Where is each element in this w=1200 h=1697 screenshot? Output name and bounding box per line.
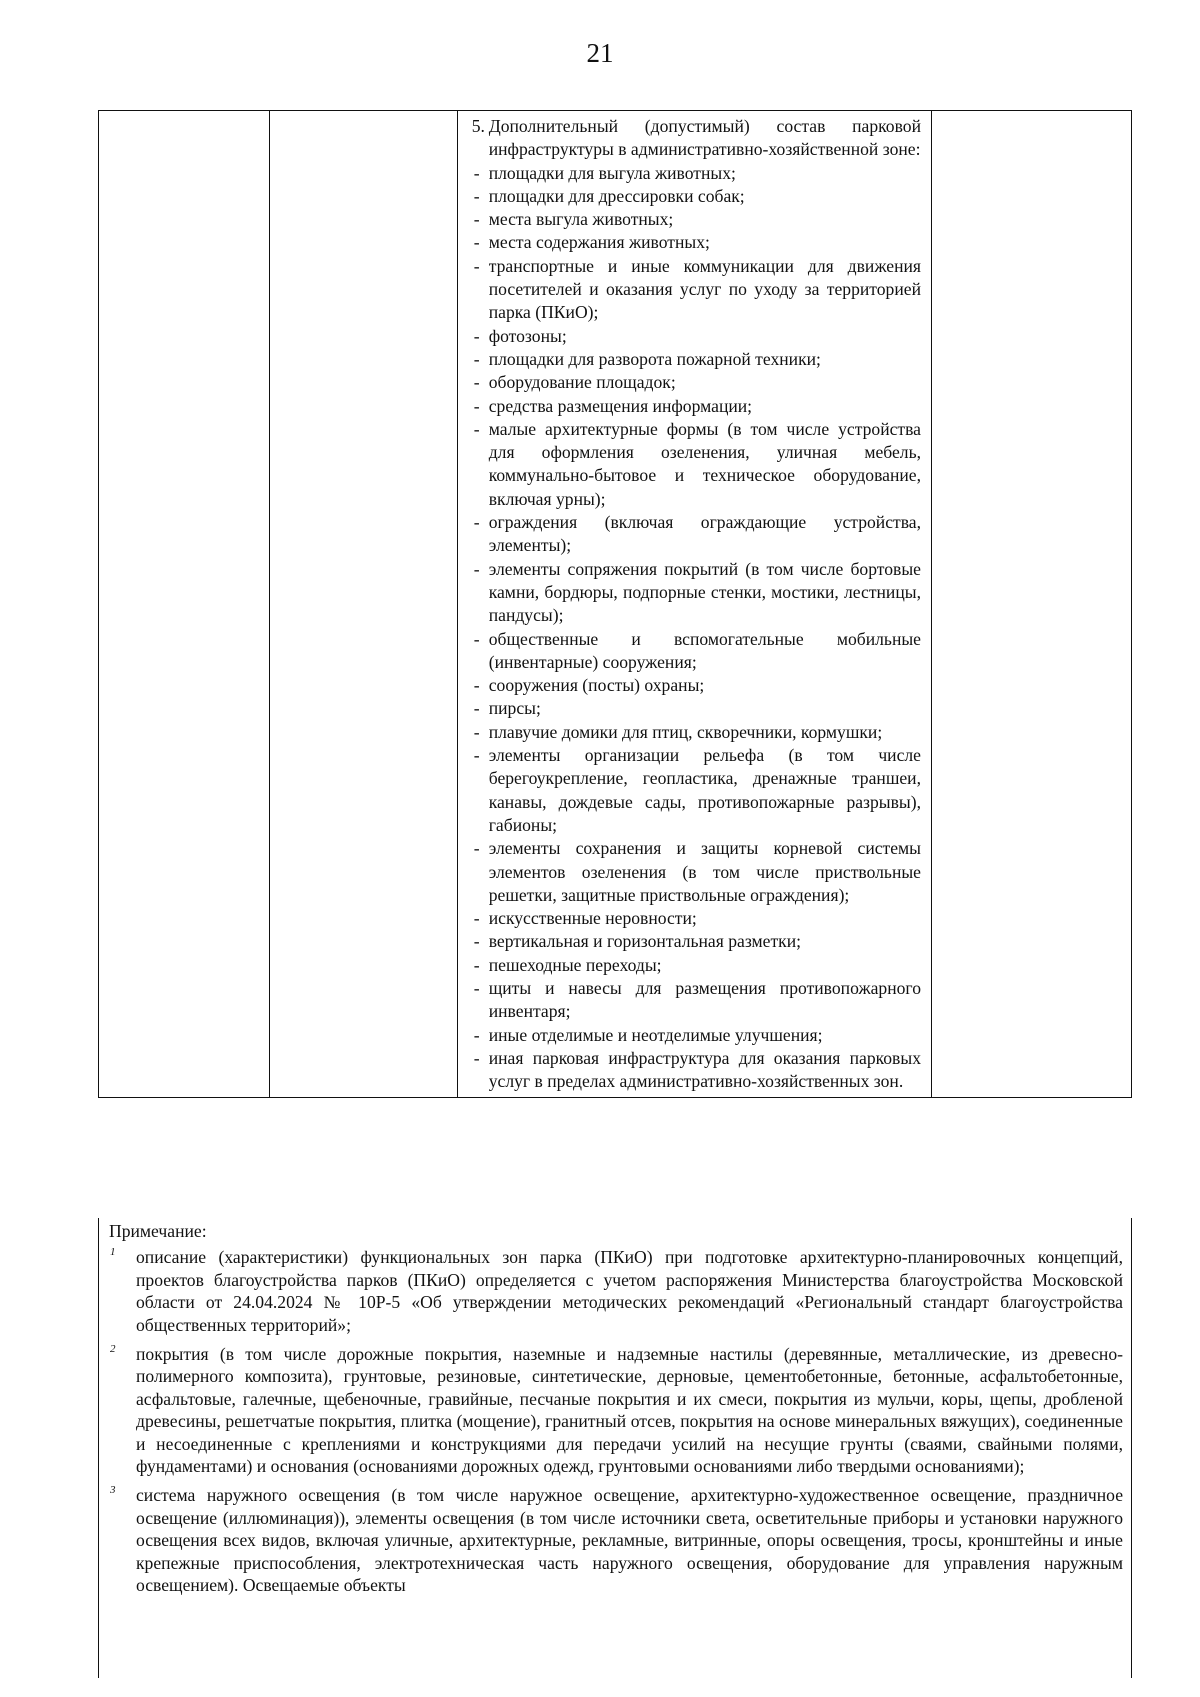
list-item-marker: -	[473, 372, 480, 393]
list-item	[472, 325, 921, 348]
list-item-marker: -	[473, 675, 480, 696]
list-item-text: искусственные неровности;	[488, 908, 697, 929]
list-item-text: оборудование площадок;	[488, 372, 676, 393]
list-item-marker: -	[473, 558, 480, 579]
list-item	[472, 954, 921, 977]
footnote	[99, 1484, 1131, 1596]
list-item	[472, 1047, 921, 1094]
list-item	[472, 162, 921, 185]
list-item-text: средства размещения информации;	[488, 395, 753, 416]
list-item-text: пирсы;	[488, 698, 541, 719]
section-heading	[472, 115, 921, 162]
list-item-marker: -	[473, 838, 480, 859]
list-item	[472, 511, 921, 558]
notes-section	[98, 1218, 1132, 1678]
list-item-text: транспортные и иные коммуникации для движения посетителей и оказания услуг по уходу за территорией парка (ПКиО);	[488, 255, 921, 323]
table-cell-empty-4	[932, 111, 1132, 1098]
table-row	[99, 111, 1132, 1098]
list-item-text: вертикальная и горизонтальная разметки;	[488, 931, 801, 952]
list-item	[472, 418, 921, 511]
notes-title: Примечание:	[109, 1221, 207, 1241]
list-item	[472, 977, 921, 1024]
list-item	[472, 744, 921, 837]
list-item-text: места содержания животных;	[488, 232, 710, 253]
list-item-marker: -	[473, 255, 480, 276]
list-item-text: иная парковая инфраструктура для оказания парковых услуг в пределах административно-хозяйственных зон.	[488, 1047, 921, 1092]
footnote-marker: 1	[110, 1246, 116, 1259]
list-item-text: фотозоны;	[488, 325, 567, 346]
list-item	[472, 697, 921, 720]
page-number: 21	[586, 38, 614, 68]
list-item-marker: -	[473, 209, 480, 230]
list-item-marker: -	[473, 931, 480, 952]
list-item-marker: -	[473, 1024, 480, 1045]
list-item	[472, 558, 921, 628]
footnote	[99, 1246, 1131, 1336]
list-item-marker: -	[473, 954, 480, 975]
list-item	[472, 674, 921, 697]
footnote-marker: 2	[110, 1343, 116, 1356]
notes-list	[99, 1246, 1131, 1596]
list-item-marker: -	[473, 232, 480, 253]
list-item-text: малые архитектурные формы (в том числе устройства для оформления озеленения, уличная мебель, коммунально-бытовое и техническое оборудование, включая урны);	[488, 418, 921, 509]
footnote-marker: 3	[110, 1484, 116, 1497]
list-item	[472, 185, 921, 208]
list-item-marker: -	[473, 512, 480, 533]
footnote-text: система наружного освещения (в том числе наружное освещение, архитектурно-художественное освещение, праздничное освещение (иллюминация)), элементы освещения (в том числе источники света, осветительные приборы и установки наружного освещения всех видов, включая уличные, архитектурные, рекламные, витринные, опоры освещения, тросы, кронштейны и иные крепежные приспособления, электротехническая часть наружного освещения, оборудование для управления наружным освещением). Освещаемые объекты	[136, 1485, 1123, 1596]
list-item-text: элементы сопряжения покрытий (в том числе бортовые камни, бордюры, подпорные стенки, мостики, лестницы, пандусы);	[488, 558, 921, 626]
list-item-marker: -	[473, 1047, 480, 1068]
table-cell-content	[457, 111, 931, 1098]
list-item-text: щиты и навесы для размещения противопожарного инвентаря;	[488, 977, 921, 1022]
list-item	[472, 930, 921, 953]
list-item-text: площадки для дрессировки собак;	[488, 185, 745, 206]
list-item-marker: -	[473, 698, 480, 719]
list-item-marker: -	[473, 325, 480, 346]
list-item-marker: -	[473, 185, 480, 206]
list-item	[472, 1024, 921, 1047]
list-item	[472, 837, 921, 907]
list-item-marker: -	[473, 721, 480, 742]
list-item-marker: -	[473, 628, 480, 649]
list-item	[472, 348, 921, 371]
list-item-text: элементы организации рельефа (в том числе берегоукрепление, геопластика, дренажные траншеи, канавы, дождевые сады, противопожарные разрывы), габионы;	[488, 745, 921, 835]
list-item-text: площадки для разворота пожарной техники;	[488, 348, 821, 369]
footnote-text: описание (характеристики) функциональных зон парка (ПКиО) при подготовке архитектурно-планировочных концепций, проектов благоустройства парков (ПКиО) определяется с учетом распоряжения Министерства благоустройства Московской области от 24.04.2024 № 10Р-5 «Об утверждении методических рекомендаций «Региональный стандарт благоустройства общественных территорий»;	[136, 1247, 1123, 1335]
list-item-marker: -	[473, 395, 480, 416]
list-item-marker: -	[473, 418, 480, 439]
list-item	[472, 371, 921, 394]
list-item-marker: -	[473, 348, 480, 369]
infrastructure-list	[472, 162, 921, 1094]
list-item-text: ограждения (включая ограждающие устройства, элементы);	[488, 512, 921, 556]
list-item-text: плавучие домики для птиц, скворечники, кормушки;	[488, 721, 883, 742]
section-heading-text: Дополнительный (допустимый) состав парковой инфраструктуры в административно-хозяйственной зоне:	[488, 116, 921, 160]
list-item-text: места выгула животных;	[488, 209, 674, 230]
list-item-marker: -	[473, 908, 480, 929]
list-item	[472, 395, 921, 418]
list-item	[472, 628, 921, 675]
list-item	[472, 208, 921, 231]
list-item-text: площадки для выгула животных;	[488, 162, 736, 183]
list-item-text: пешеходные переходы;	[488, 954, 662, 975]
list-item-marker: -	[473, 977, 480, 998]
infrastructure-table	[98, 110, 1132, 1098]
list-item-text: общественные и вспомогательные мобильные (инвентарные) сооружения;	[488, 628, 921, 672]
section-number: 5.	[471, 116, 485, 136]
table-cell-empty-1	[99, 111, 270, 1098]
list-item-marker: -	[473, 162, 480, 183]
footnote-text: покрытия (в том числе дорожные покрытия, наземные и надземные настилы (деревянные, металлические, из древесно-полимерного композита), грунтовые, резиновые, синтетические, дерновые, цементобетонные, бетонные, асфальтобетонные, асфальтовые, галечные, щебеночные, гравийные, песчаные покрытия и их смеси, покрытия из мульчи, коры, щепы, дробленой древесины, решетчатые покрытия, плитка (мощение), гранитный отсев, покрытия на основе минеральных вяжущих), соединенные и несоединенные с креплениями и конструкциями для передачи усилий на несущие грунты (сваями, свайными полями, фундаментами) и основания (основаниями дорожных одежд, грунтовыми основаниями либо твердыми основаниями);	[136, 1344, 1123, 1477]
list-item-text: сооружения (посты) охраны;	[488, 675, 705, 696]
list-item-marker: -	[473, 745, 480, 766]
footnote	[99, 1343, 1131, 1477]
list-item-text: иные отделимые и неотделимые улучшения;	[488, 1024, 823, 1045]
list-item-text: элементы сохранения и защиты корневой системы элементов озеленения (в том числе приствольные решетки, защитные приствольные ограждения);	[488, 838, 921, 905]
table-cell-empty-2	[269, 111, 457, 1098]
list-item	[472, 231, 921, 254]
list-item	[472, 255, 921, 325]
list-item	[472, 721, 921, 744]
list-item	[472, 907, 921, 930]
